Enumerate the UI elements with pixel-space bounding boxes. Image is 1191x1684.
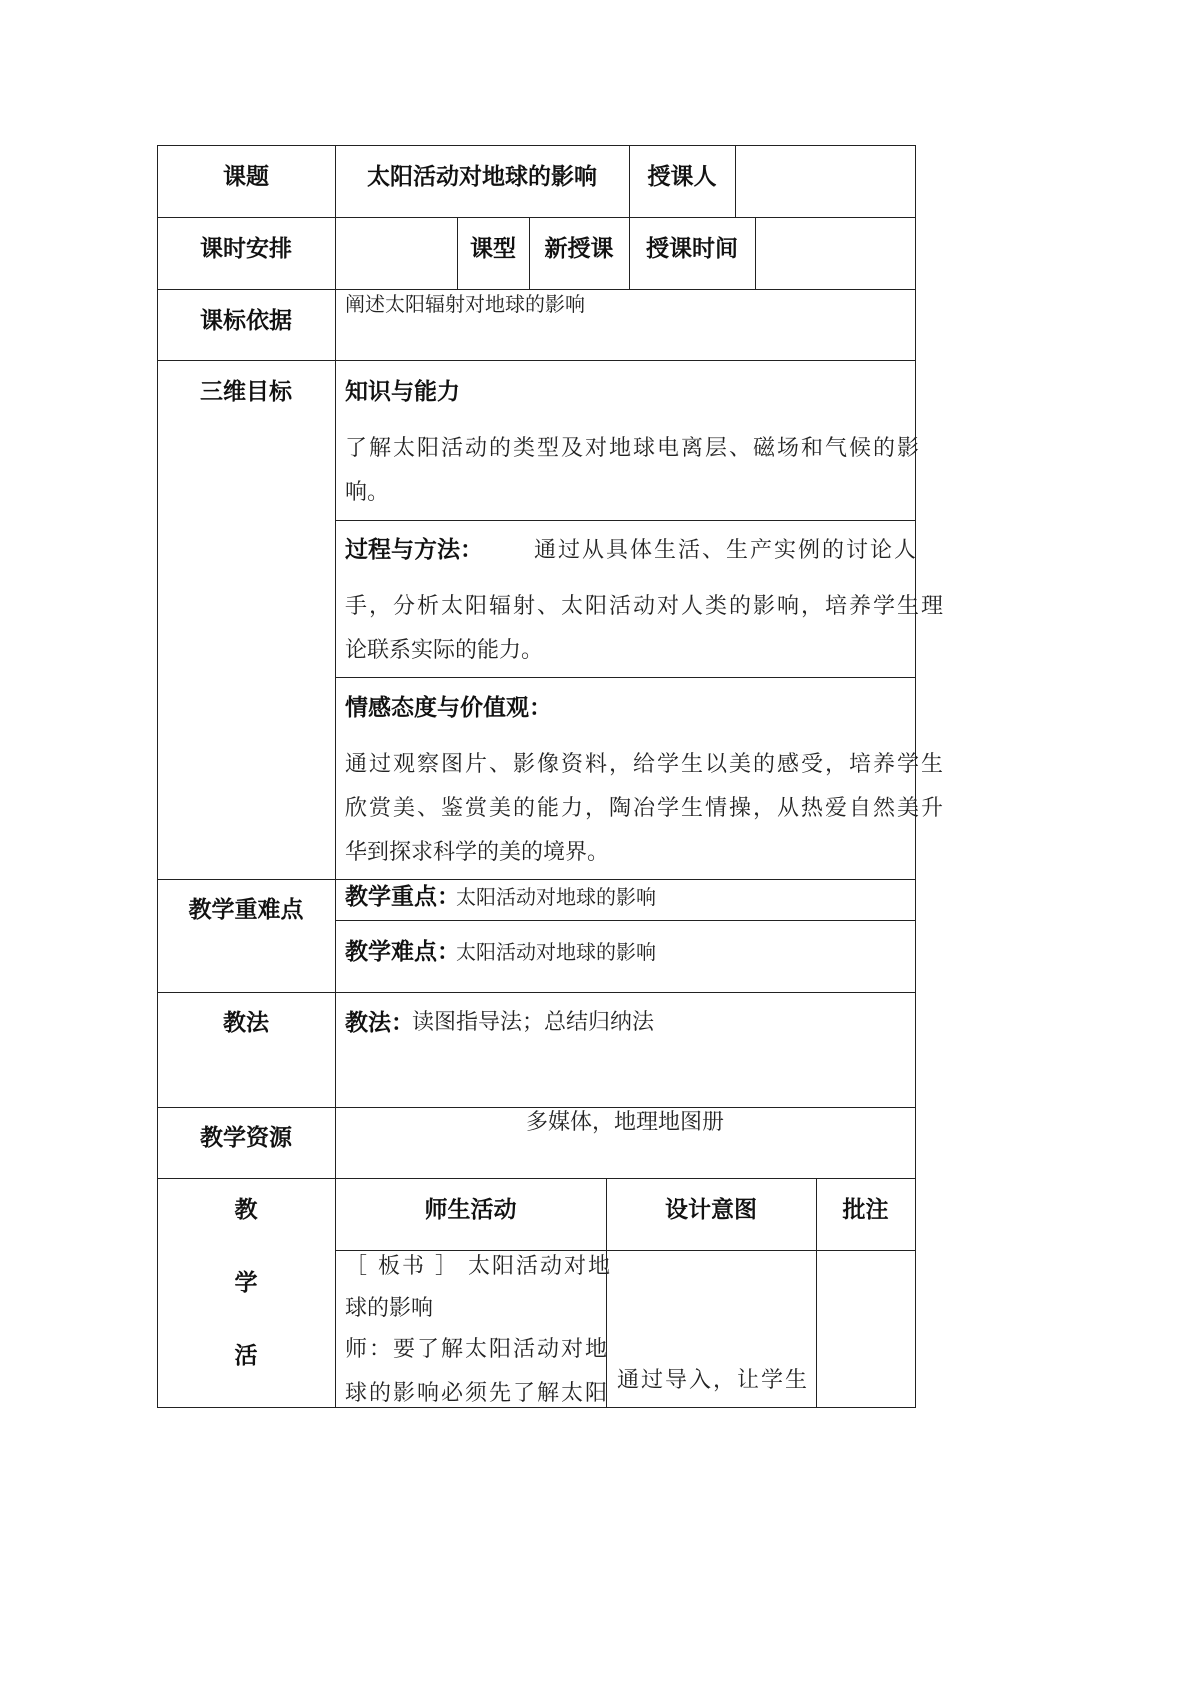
goals-label: 三维目标 <box>200 379 292 405</box>
intent-text: 通过导入，让学生 <box>617 1368 810 1393</box>
emotion-line-3: 华到探求科学的美的境界。 <box>345 840 610 865</box>
knowledge-line-2: 响。 <box>345 480 390 505</box>
activity-side-char-2: 学 <box>234 1270 258 1296</box>
key-points-label: 教学重难点 <box>188 897 304 923</box>
standard-text: 阐述太阳辐射对地球的影响 <box>345 292 585 316</box>
knowledge-line-1: 了解太阳活动的类型及对地球电离层、磁场和气候的影 <box>345 436 922 461</box>
activity-line-4: 球的影响必须先了解太阳 <box>345 1381 610 1406</box>
standard-label: 课标依据 <box>200 308 292 334</box>
lesson-type-label: 课型 <box>470 236 516 262</box>
schedule-label: 课时安排 <box>200 236 292 262</box>
focus-text: 太阳活动对地球的影响 <box>456 885 656 909</box>
emotion-line-2: 欣赏美、鉴赏美的能力，陶冶学生情操，从热爱自然美升 <box>345 796 946 821</box>
process-line-3: 论联系实际的能力。 <box>345 638 544 663</box>
difficulty-text: 太阳活动对地球的影响 <box>456 940 656 964</box>
lesson-type-value: 新授课 <box>544 236 614 262</box>
process-line-1: 通过从具体生活、生产实例的讨论人 <box>534 538 919 563</box>
column-header-intent: 设计意图 <box>665 1197 757 1223</box>
resources-label: 教学资源 <box>200 1125 292 1151</box>
process-title: 过程与方法： <box>345 537 483 563</box>
activity-line-2: 球的影响 <box>345 1296 434 1321</box>
emotion-title: 情感态度与价值观： <box>345 695 552 721</box>
topic-value: 太阳活动对地球的影响 <box>367 164 597 190</box>
difficulty-label: 教学难点： <box>345 939 460 965</box>
activity-side-char-3: 活 <box>234 1343 258 1369</box>
column-header-notes: 批注 <box>842 1197 889 1223</box>
activity-side-char-1: 教 <box>234 1197 258 1223</box>
column-header-activity: 师生活动 <box>424 1197 517 1223</box>
activity-line-3: 师：要了解太阳活动对地 <box>345 1337 610 1362</box>
resources-text: 多媒体，地理地图册 <box>526 1110 725 1135</box>
topic-label: 课题 <box>223 164 269 190</box>
focus-label: 教学重点： <box>345 884 460 910</box>
lesson-time-label: 授课时间 <box>646 236 738 262</box>
method-text: 读图指导法；总结归纳法 <box>412 1010 655 1035</box>
method-label: 教法 <box>223 1010 269 1036</box>
teacher-label: 授课人 <box>647 164 717 190</box>
process-line-2: 手，分析太阳辐射、太阳活动对人类的影响，培养学生理 <box>345 594 946 619</box>
emotion-line-1: 通过观察图片、影像资料，给学生以美的感受，培养学生 <box>345 752 946 777</box>
knowledge-title: 知识与能力 <box>345 379 460 405</box>
method-inline-label: 教法： <box>345 1010 414 1036</box>
activity-line-1: ［ 板书 ］ 太阳活动对地 <box>345 1254 612 1279</box>
